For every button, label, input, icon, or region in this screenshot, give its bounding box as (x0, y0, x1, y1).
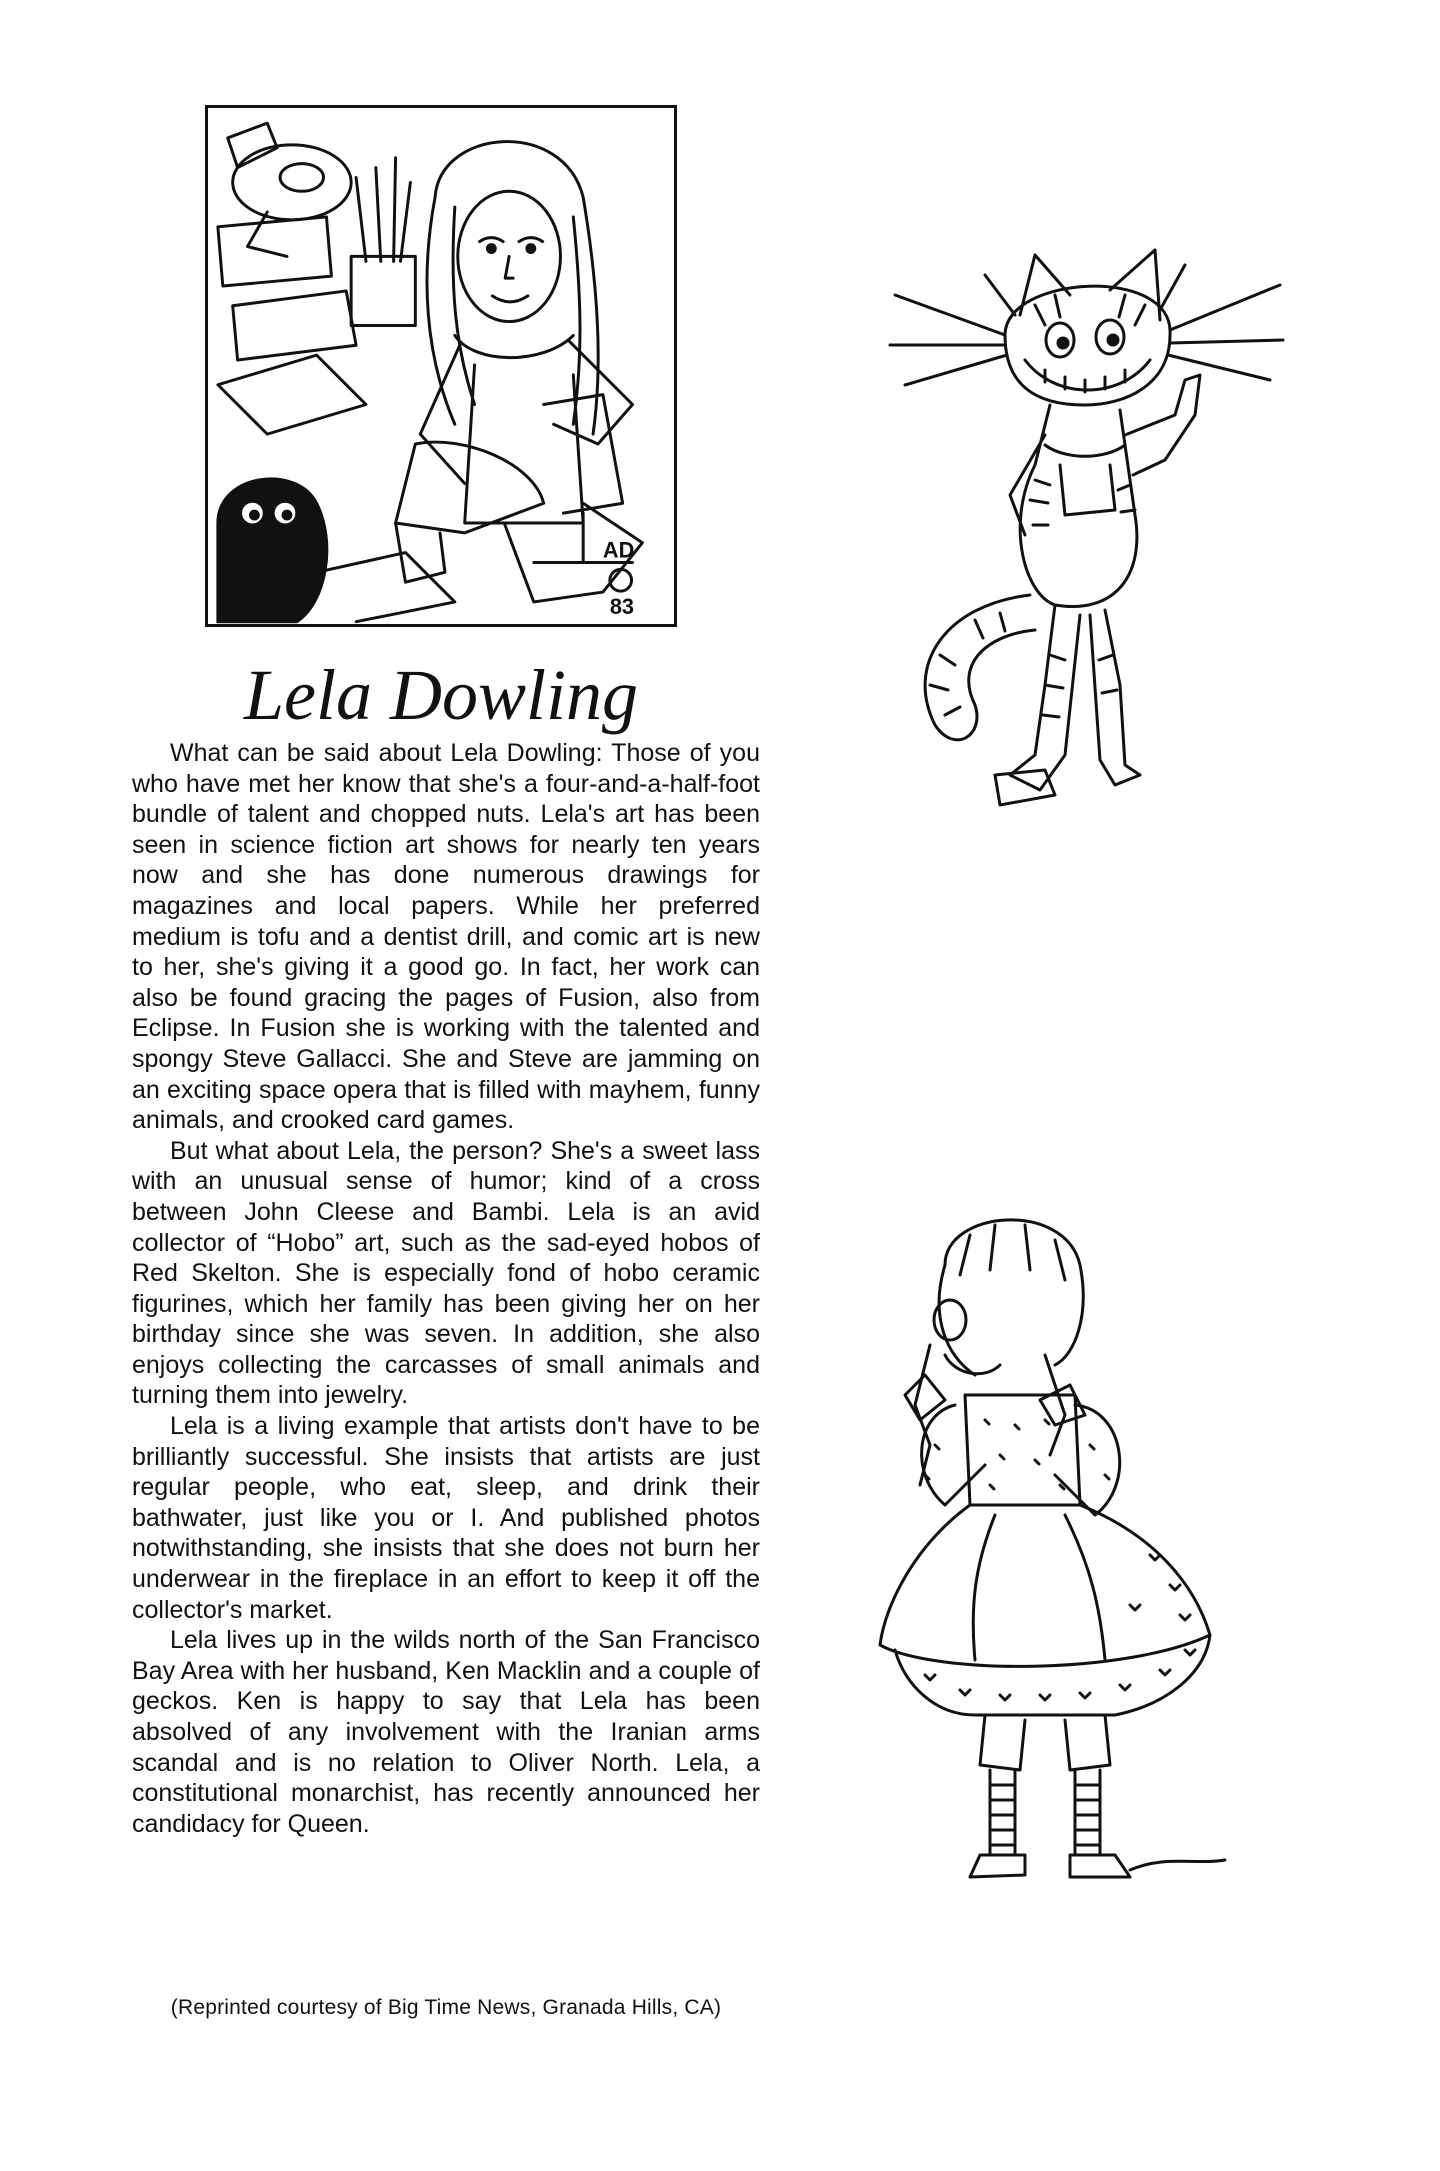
article-title: Lela Dowling (243, 655, 639, 735)
girl-illustration (875, 1205, 1235, 1905)
portrait-signature: AD (602, 537, 635, 563)
cat-illustration (885, 235, 1285, 835)
portrait-year: 83 (609, 593, 634, 619)
article-body (132, 738, 760, 1839)
portrait-illustration (205, 105, 677, 627)
portrait-drawing (208, 108, 674, 624)
article-paragraph-1: What can be said about Lela Dowling: Those of you who have met her know that she's a four-and-a-half-foot bundle of talent and chopped nuts. Lela's art has been seen in science fiction art shows for nearly ten years now and she has done numerous drawings for magazines and local papers. While her preferred medium is tofu and a dentist drill, and comic art is new to her, she's giving it a good go. In fact, her work can also be found gracing the pages of Fusion, also from Eclipse. In Fusion she is working with the talented and spongy Steve Gallacci. She and Steve are jamming on an exciting space opera that is filled with mayhem, funny animals, and crooked card games. (132, 739, 760, 1135)
article-paragraph-2: But what about Lela, the person? She's a sweet lass with an unusual sense of humor; kind of a cross between John Cleese and Bambi. Lela is an avid collector of “Hobo” art, such as the sad-eyed hobos of Red Skelton. She is especially fond of hobo ceramic figurines, which her family has been giving her on her birthday since she was seven. In addition, she also enjoys collecting the carcasses of small animals and turning them into jewelry. (132, 1136, 760, 1410)
article-paragraph-4: Lela lives up in the wilds north of the San Francisco Bay Area with her husband, Ken Macklin and a couple of geckos. Ken is happy to say that Lela has been absolved of any involvement with the Iranian arms scandal and is no relation to Oliver North. Lela, a constitutional monarchist, has recently announced her candidacy for Queen. (132, 1626, 760, 1838)
girl-drawing (875, 1205, 1235, 1905)
reprint-credit: (Reprinted courtesy of Big Time News, Granada Hills, CA) (170, 1996, 722, 2019)
article-paragraph-3: Lela is a living example that artists don't have to be brilliantly successful. She insists that artists are just regular people, who eat, sleep, and drink their bathwater, just like you or I. And published photos notwithstanding, she insists that she does not burn her underwear in the fireplace in an effort to keep it off the collector's market. (132, 1412, 760, 1624)
cat-drawing (885, 235, 1285, 835)
